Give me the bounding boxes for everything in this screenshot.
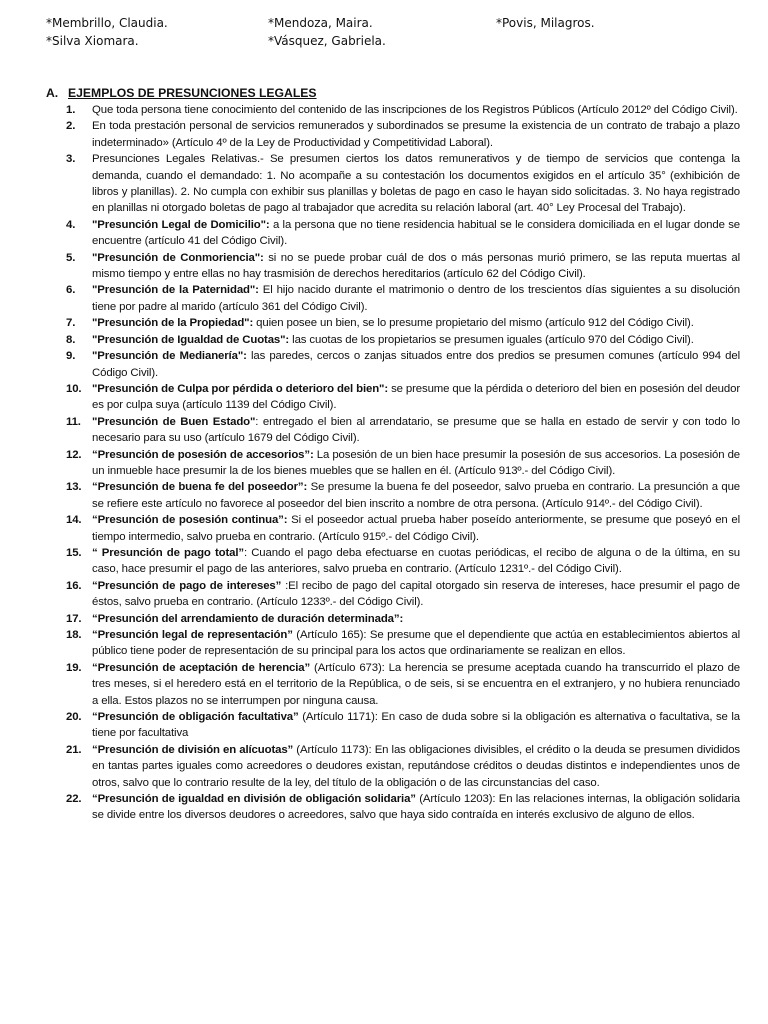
list-item (46, 660, 740, 709)
list-item (46, 447, 740, 480)
item-body (92, 381, 740, 414)
item-body (92, 627, 740, 660)
item-text: Presunciones Legales Relativas.- Se presumen ciertos los datos remunerativos y de tiempo de servicios que contenga la demanda, cuando el demandado: 1. No acompañe a su contestación los documentos exigidos en el artículo 35° (exhibición de libros y planillas). 2. No cumpla con exhibir sus planillas y boletas de pago en caso le hayan sido solicitadas. 3. No haya registrado en planillas ni otorgado boletas de pago al trabajador que acredita su relación laboral (art. 40° Ley Procesal del Trabajo). (92, 153, 740, 215)
item-text: se presume que la pérdida o deterioro del bien en posesión del deudor es por culpa suya (artículo 1139 del Código Civil). (92, 382, 741, 412)
item-lead: “Presunción legal de representación” (92, 629, 293, 641)
item-body (92, 151, 740, 217)
item-number: 6. (66, 284, 76, 297)
list-item (46, 102, 740, 118)
item-body (92, 315, 740, 331)
item-number: 17. (66, 612, 82, 625)
author-name (496, 32, 736, 50)
section-title: EJEMPLOS DE PRESUNCIONES LEGALES (68, 86, 317, 100)
item-lead: "Presunción de la Propiedad": (92, 317, 254, 330)
item-text: Se presume la buena fe del poseedor, salvo prueba en contrario. La presunción a que se refiere este artículo no favorece al poseedor del bien inscrito a nombre de otra persona. (Artículo 914º.- del Código Civil). (92, 481, 741, 510)
item-text: (Artículo 1173): En las obligaciones divisibles, el crédito o la deuda se presumen divididos en tantas partes iguales como acreedores o deudores existan, reputándose créditos o deudas distintos e independientes unos de otros, salvo que lo contrario resulte de la ley, del título de la obligación o de las circunstancias del caso. (92, 743, 740, 789)
item-lead: "Presunción Legal de Domicilio": (92, 218, 270, 231)
item-number: 14. (66, 514, 82, 527)
item-text: quien posee un bien, se lo presume propietario del mismo (artículo 912 del Código Civil). (253, 317, 694, 330)
item-number: 11. (66, 415, 81, 428)
item-body (92, 348, 740, 381)
item-number: 22. (66, 793, 82, 806)
item-body (92, 282, 740, 315)
item-lead: "Presunción de Igualdad de Cuotas": (92, 333, 290, 346)
item-lead: "Presunción de la Paternidad": (92, 284, 259, 297)
item-body (92, 479, 740, 512)
item-text: El hijo nacido durante el matrimonio o dentro de los trescientos días siguientes a su disolución tiene por padre al marido (artículo 361 del Código Civil). (92, 284, 740, 313)
author-name: *Membrillo, Claudia. (46, 16, 168, 30)
item-lead: "Presunción de Buen Estado" (92, 415, 256, 428)
item-number: 20. (66, 711, 82, 724)
item-text: :El recibo de pago del capital otorgado sin reserva de intereses, hace presumir el pago de éstos, salvo prueba en contrario. (Artículo 1233º.- del Código Civil). (92, 579, 740, 609)
list-item (46, 151, 740, 217)
list-item (46, 611, 740, 627)
item-body (92, 742, 740, 791)
item-number: 21. (66, 743, 82, 756)
item-number: 1. (66, 104, 76, 116)
item-text: Si el poseedor actual prueba haber poseído anteriormente, se presume que poseyó en el tiempo intermedio, salvo prueba en contrario. (Artículo 915º.- del Código Civil). (92, 514, 740, 543)
item-lead: “Presunción de aceptación de herencia” (92, 661, 311, 674)
item-number: 8. (66, 333, 76, 346)
item-text: La posesión de un bien hace presumir la posesión de sus accesorios. La posesión de un inmueble hace presumir la de los bienes muebles que se hallen en él. (Artículo 913º.- del Código Civil). (92, 448, 740, 477)
item-text: las paredes, cercos o zanjas situados entre dos predios se presumen comunes (artículo 994 del Código Civil). (92, 350, 740, 379)
item-number: 12. (66, 448, 82, 461)
list-item (46, 512, 740, 545)
author-name: *Silva Xiomara. (46, 34, 139, 48)
list-item (46, 578, 740, 611)
list-item (46, 545, 740, 578)
list-item (46, 118, 740, 151)
list-item (46, 414, 740, 447)
list-item (46, 315, 740, 331)
item-number: 5. (66, 251, 76, 264)
author-row-2 (46, 32, 736, 50)
item-lead: “Presunción del arrendamiento de duración determinada”: (92, 612, 404, 625)
list-item (46, 217, 740, 250)
item-number: 3. (66, 153, 76, 166)
item-body (92, 611, 740, 627)
list-item (46, 479, 740, 512)
item-text: a la persona que no tiene residencia habitual se le considera domiciliada en el lugar donde se encuentre (artículo 41 del Código Civil). (92, 218, 740, 248)
list-item (46, 332, 740, 348)
item-lead: “Presunción de división en alícuotas” (92, 743, 294, 756)
section-letter: A. (46, 86, 59, 100)
list-item (46, 348, 740, 381)
item-body (92, 250, 740, 283)
item-number: 18. (66, 629, 82, 641)
item-text: si no se puede probar cuál de dos o más personas murió primero, se las reputa muertas al mismo tiempo y entre ellas no hay trasmisión de derechos hereditarios (artículo 62 del Código Civil). (92, 251, 740, 281)
item-body (92, 414, 740, 447)
item-lead: “Presunción de buena fe del poseedor”: (92, 481, 308, 494)
item-lead: "Presunción de Medianería": (92, 350, 247, 363)
item-lead: “Presunción de igualdad en división de obligación solidaria” (92, 793, 416, 806)
list-item (46, 709, 740, 742)
item-body (92, 332, 740, 348)
item-number: 19. (66, 661, 82, 674)
item-body (92, 447, 740, 480)
item-body (92, 545, 740, 578)
item-text: (Artículo 673): La herencia se presume aceptada cuando ha transcurrido el plazo de tres meses, si el heredero está en el territorio de la República, o de seis, si se encuentra en el extranjero, y no hubiera renunciado a ella. Estos plazos no se interrumpen por ninguna causa. (92, 661, 740, 707)
list-item (46, 791, 740, 824)
item-number: 2. (66, 120, 76, 133)
item-number: 7. (66, 317, 76, 330)
presunciones-section (46, 84, 740, 824)
item-body (92, 709, 740, 742)
author-row-1 (46, 14, 736, 32)
item-body (92, 512, 740, 545)
item-lead: “ Presunción de pago total” (92, 546, 244, 559)
item-body (92, 217, 740, 250)
item-number: 10. (66, 382, 82, 395)
item-text: En toda prestación personal de servicios remunerados y subordinados se presume la existencia de un contrato de trabajo a plazo indeterminado» (Artículo 4º de la Ley de Productividad y Competitividad Laboral). (92, 120, 740, 149)
item-body (92, 660, 740, 709)
item-number: 4. (66, 218, 76, 231)
presunciones-list (46, 102, 740, 824)
item-text: (Artículo 165): Se presume que el dependiente que actúa en establecimientos abiertos al público tiene poder de representación de su principal para los actos que ordinariamente se realizan en ellos. (92, 629, 740, 658)
item-text: las cuotas de los propietarios se presumen iguales (artículo 970 del Código Civil). (289, 333, 694, 346)
list-item (46, 742, 740, 791)
item-body (92, 791, 740, 824)
item-number: 16. (66, 579, 82, 592)
author-list (46, 14, 736, 50)
item-number: 9. (66, 350, 76, 363)
list-item (46, 250, 740, 283)
item-lead: “Presunción de posesión de accesorios”: (92, 448, 314, 461)
item-text: Que toda persona tiene conocimiento del contenido de las inscripciones de los Registros Públicos (Artículo 2012º del Código Civil). (92, 104, 738, 116)
item-text: : Cuando el pago deba efectuarse en cuotas periódicas, el recibo de alguna o de la última, en su caso, hace presumir el pago de las anteriores, salvo prueba en contrario. (Artículo 1231º.- del Código Civil). (92, 546, 740, 576)
item-lead: "Presunción de Conmoriencia": (92, 251, 264, 264)
item-body (92, 118, 740, 151)
item-text: (Artículo 1203): En las relaciones internas, la obligación solidaria se divide entre los diversos deudores o acreedores, salvo que haya sido contraída en interés exclusivo de alguno de ellos. (92, 793, 740, 822)
item-lead: "Presunción de Culpa por pérdida o deterioro del bien": (92, 382, 389, 395)
item-lead: “Presunción de posesión continua”: (92, 514, 288, 527)
section-heading (46, 84, 740, 102)
item-lead: “Presunción de obligación facultativa” (92, 711, 299, 724)
list-item (46, 627, 740, 660)
list-item (46, 381, 740, 414)
item-body (92, 102, 740, 118)
item-lead: “Presunción de pago de intereses” (92, 579, 282, 592)
item-number: 15. (66, 546, 82, 559)
item-text: (Artículo 1171): En caso de duda sobre si la obligación es alternativa o facultativa, se la tiene por facultativa (92, 711, 740, 740)
item-number: 13. (66, 481, 82, 494)
author-name: *Povis, Milagros. (496, 16, 595, 30)
list-item (46, 282, 740, 315)
author-name: *Mendoza, Maira. (268, 16, 373, 30)
author-name: *Vásquez, Gabriela. (268, 34, 386, 48)
item-body (92, 578, 740, 611)
item-text: : entregado el bien al arrendatario, se presume que se halla en estado de servir y con todo lo necesario para su uso (artículo 1679 del Código Civil). (92, 415, 740, 445)
